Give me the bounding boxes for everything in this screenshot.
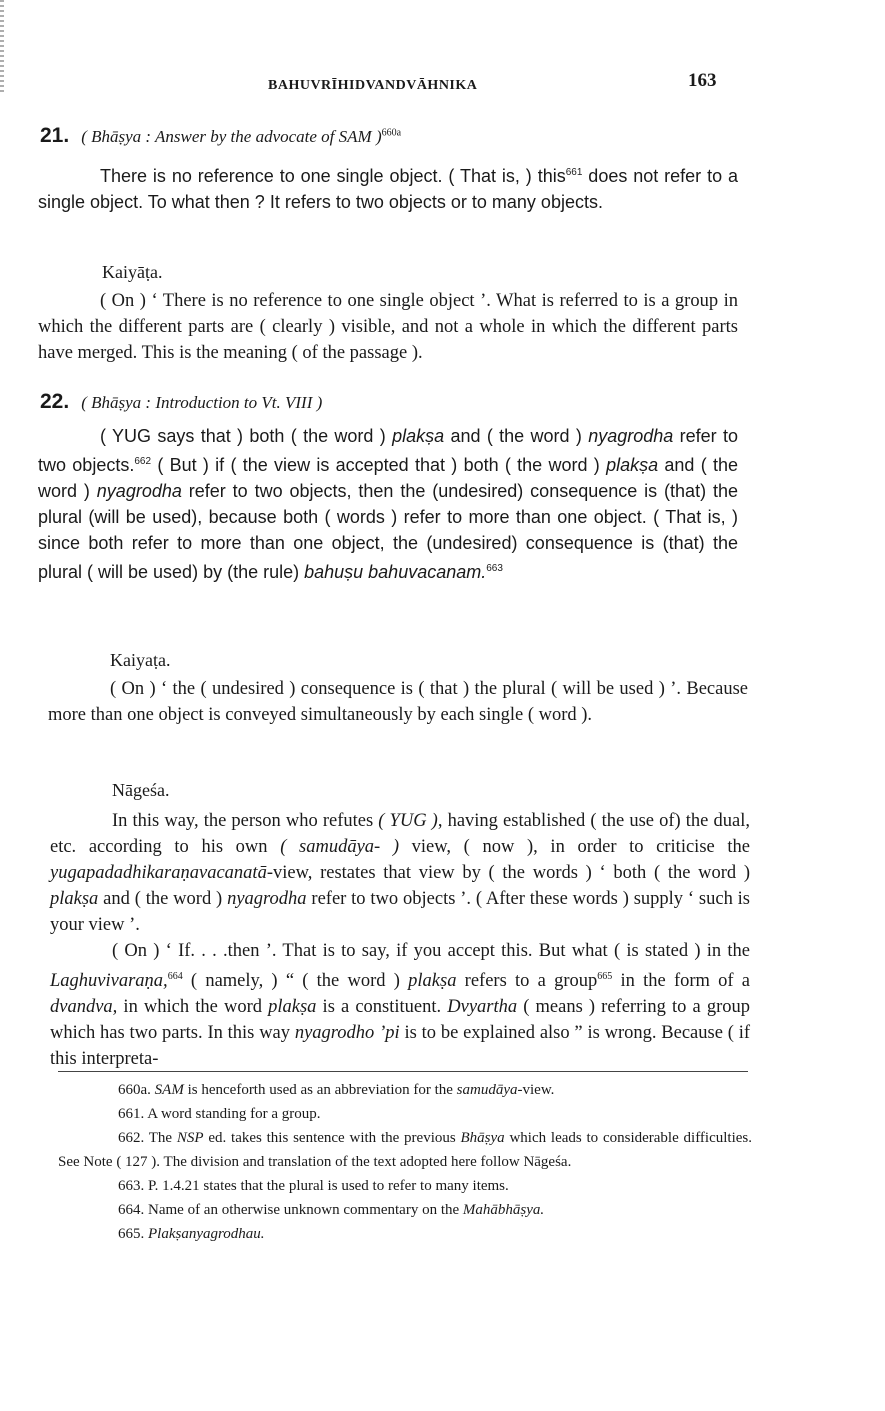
scan-edge-artifact bbox=[0, 0, 4, 95]
section-heading-text: ( Bhāṣya : Answer by the advocate of SAM ) bbox=[81, 127, 382, 146]
nagesa-subheading: Nāgeśa. bbox=[112, 780, 170, 800]
nagesa-paragraph: In this way, the person who refutes ( YUG ), having established ( the use of) the dual, etc. according to his own ( samudāya- ) view, ( now ), in order to criticise the yugapadadhikaraṇavacanatā-view, restates that view by ( the words ) ‘ both ( the word ) plakṣa and ( the word ) nyagrodha refer to two objects ’. ( After these words ) supply ‘ such is your view ’. bbox=[50, 811, 751, 935]
footnote-662: 662. The NSP ed. takes this sentence with the previous Bhāṣya which leads to considerable difficulties. See Note ( 127 ). The division and translation of the text adopted here follow Nāgeśa. bbox=[58, 1130, 752, 1170]
bhasya-paragraph: There is no reference to one single object. ( That is, ) this$^{661}$ does not refer to a single object. To what then ? It refers to two objects or to many objects. bbox=[38, 166, 739, 212]
footnote-661: 661. A word standing for a group. bbox=[118, 1106, 321, 1122]
footnote-ref: 665 bbox=[597, 971, 613, 982]
nagesa-paragraph-2: ( On ) ‘ If. . . .then ’. That is to say, if you accept this. But what ( is stated ) in the Laghuvivaraṇa,$^{664}$ ( namely, ) “ ( the word ) plakṣa refers to a group$^{665}$ in the form of a dvandva, in which the word plakṣa is a constituent. Dvyartha ( means ) referring to a group which has two parts. In this way nyagrodho ’pi is to be explained also ” is wrong. Because ( if this interpreta- bbox=[50, 941, 751, 1070]
footnote-ref: 663 bbox=[486, 563, 503, 574]
footnote-663: 663. P. 1.4.21 states that the plural is used to refer to many items. bbox=[118, 1178, 509, 1194]
footnote-ref: 661 bbox=[565, 167, 583, 178]
footnote-660a: 660a. SAM is henceforth used as an abbreviation for the samudāya-view. bbox=[118, 1082, 555, 1098]
running-header: BAHUVRĪHIDVANDVĀHNIKA bbox=[268, 78, 478, 93]
footnote-ref: 660a bbox=[381, 127, 402, 139]
kaiyata-paragraph: ( On ) ‘ the ( undesired ) consequence is ( that ) the plural ( will be used ) ’. Because more than one object is conveyed simultaneously by each single ( word ). bbox=[48, 679, 748, 725]
bhasya-paragraph: ( YUG says that ) both ( the word ) plakṣa and ( the word ) nyagrodha refer to two objects.$^{662}$ ( But ) if ( the view is accepted that ) both ( the word ) plakṣa and ( the word ) nyagrodha refer to two objects, then the (undesired) consequence is (that) the plural (will be used), because both ( words ) refer to more than one object. ( That is, ) since both refer to more than one object, the (undesired) consequence is (that) the plural ( will be used) by (the rule) bahuṣu bahuvacanam.$^{663}$ bbox=[38, 426, 739, 582]
section-heading-text: ( Bhāṣya : Introduction to Vt. VIII ) bbox=[81, 393, 323, 412]
kaiyata-paragraph: ( On ) ‘ There is no reference to one single object ’. What is referred to is a group in which the different parts are ( clearly ) visible, and not a whole in which the different parts have merged. This is the meaning ( of the passage ). bbox=[38, 291, 738, 363]
footnote-665: 665. Plakṣanyagrodhau. bbox=[118, 1226, 265, 1242]
kaiyata-subheading: Kaiyaṭa. bbox=[110, 650, 171, 670]
section-22-heading bbox=[40, 390, 322, 414]
page-number: 163 bbox=[688, 70, 717, 91]
footnote-664: 664. Name of an otherwise unknown commentary on the Mahābhāṣya. bbox=[118, 1202, 545, 1218]
kaiyata-subheading: Kaiyāṭa. bbox=[102, 262, 163, 282]
footnote-ref: 664 bbox=[167, 971, 183, 982]
section-number: 21. bbox=[40, 124, 70, 147]
footnote-ref: 662 bbox=[134, 456, 152, 467]
section-number: 22. bbox=[40, 390, 70, 413]
section-21-heading bbox=[40, 124, 401, 148]
footnote-divider bbox=[58, 1071, 748, 1072]
footnotes bbox=[58, 1078, 752, 1246]
